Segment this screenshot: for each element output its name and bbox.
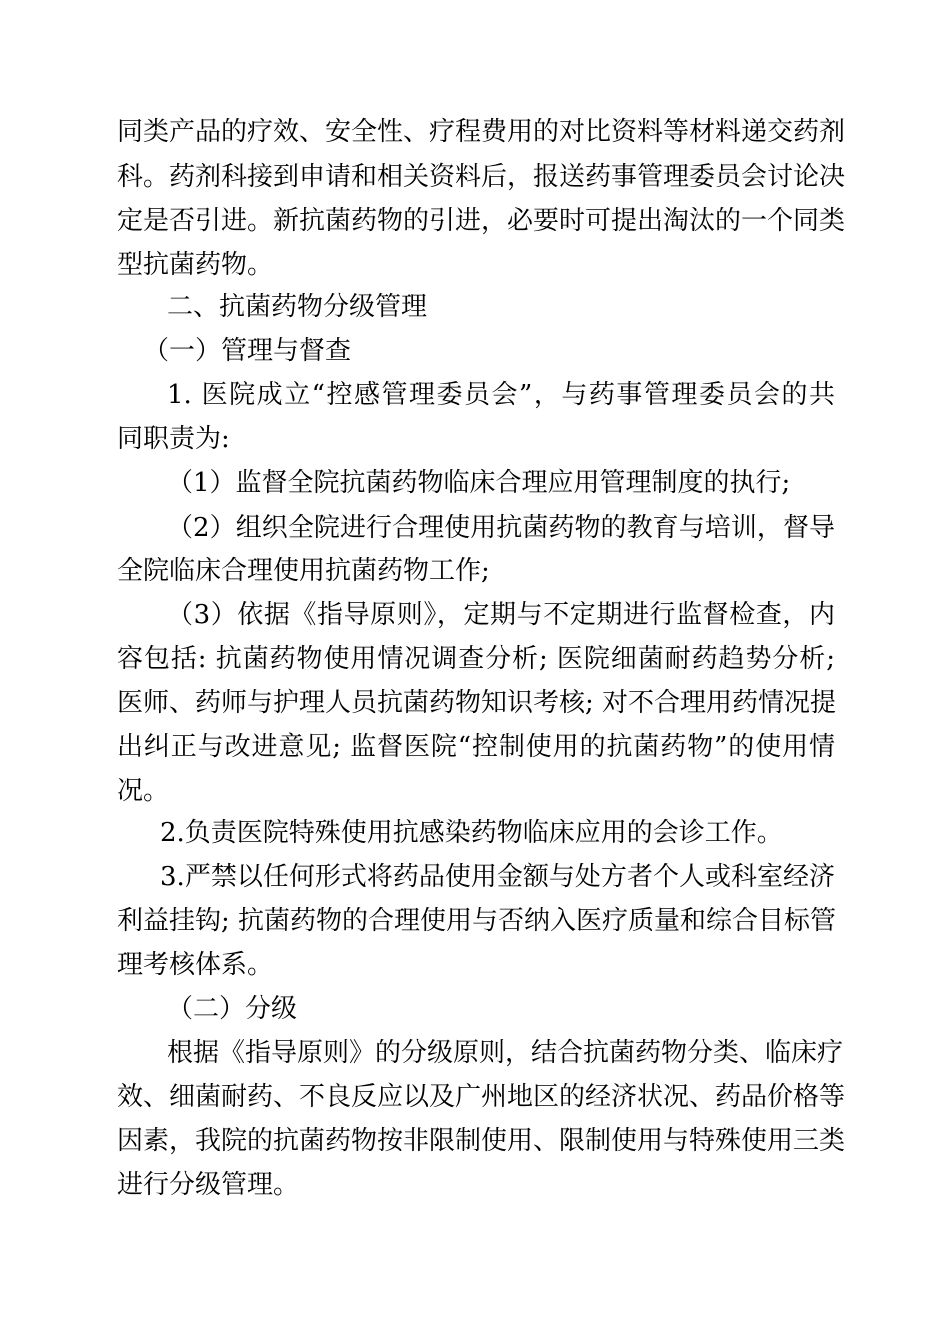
- text-line-19: 利益挂钩; 抗菌药物的合理使用与否纳入医疗质量和综合目标管: [117, 906, 837, 936]
- text-line-20: 理考核体系。: [117, 950, 274, 980]
- text-line-7: 1. 医院成立“控感管理委员会”，与药事管理委员会的共: [167, 380, 835, 410]
- text-line-15: 出纠正与改进意见; 监督医院“控制使用的抗菌药物”的使用情: [117, 732, 835, 762]
- text-line-23: 效、细菌耐药、不良反应以及广州地区的经济状况、药品价格等: [117, 1082, 846, 1112]
- item-3: 3.严禁以任何形式将药品使用金额与处方者个人或科室经济: [160, 862, 835, 892]
- subsection-heading-1: （一）管理与督查: [143, 336, 352, 366]
- text-line-25: 进行分级管理。: [117, 1170, 300, 1200]
- text-line-3: 定是否引进。新抗菌药物的引进，必要时可提出淘汰的一个同类: [117, 206, 846, 236]
- text-line-11: 全院临床合理使用抗菌药物工作;: [117, 556, 490, 586]
- text-line-1: 同类产品的疗效、安全性、疗程费用的对比资料等材料递交药剂: [117, 117, 846, 147]
- section-heading-2: 二、抗菌药物分级管理: [167, 292, 428, 322]
- text-line-24: 因素，我院的抗菌药物按非限制使用、限制使用与特殊使用三类: [117, 1126, 846, 1156]
- text-line-14: 医师、药师与护理人员抗菌药物知识考核; 对不合理用药情况提: [117, 688, 837, 718]
- text-line-22: 根据《指导原则》的分级原则，结合抗菌药物分类、临床疗: [167, 1038, 844, 1068]
- text-line-2: 科。药剂科接到申请和相关资料后，报送药事管理委员会讨论决: [117, 162, 846, 192]
- list-item-3: （3）依据《指导原则》，定期与不定期进行监督检查，内: [167, 600, 835, 630]
- list-item-1: （1）监督全院抗菌药物临床合理应用管理制度的执行;: [167, 468, 791, 498]
- text-line-13: 容包括: 抗菌药物使用情况调查分析; 医院细菌耐药趋势分析;: [117, 644, 835, 674]
- text-line-16: 况。: [117, 776, 170, 806]
- list-item-2: （2）组织全院进行合理使用抗菌药物的教育与培训，督导: [167, 513, 835, 543]
- subsection-heading-2: （二）分级: [167, 994, 298, 1024]
- item-2: 2.负责医院特殊使用抗感染药物临床应用的会诊工作。: [160, 818, 783, 848]
- text-line-8: 同职责为:: [117, 424, 230, 454]
- text-line-4: 型抗菌药物。: [117, 250, 274, 280]
